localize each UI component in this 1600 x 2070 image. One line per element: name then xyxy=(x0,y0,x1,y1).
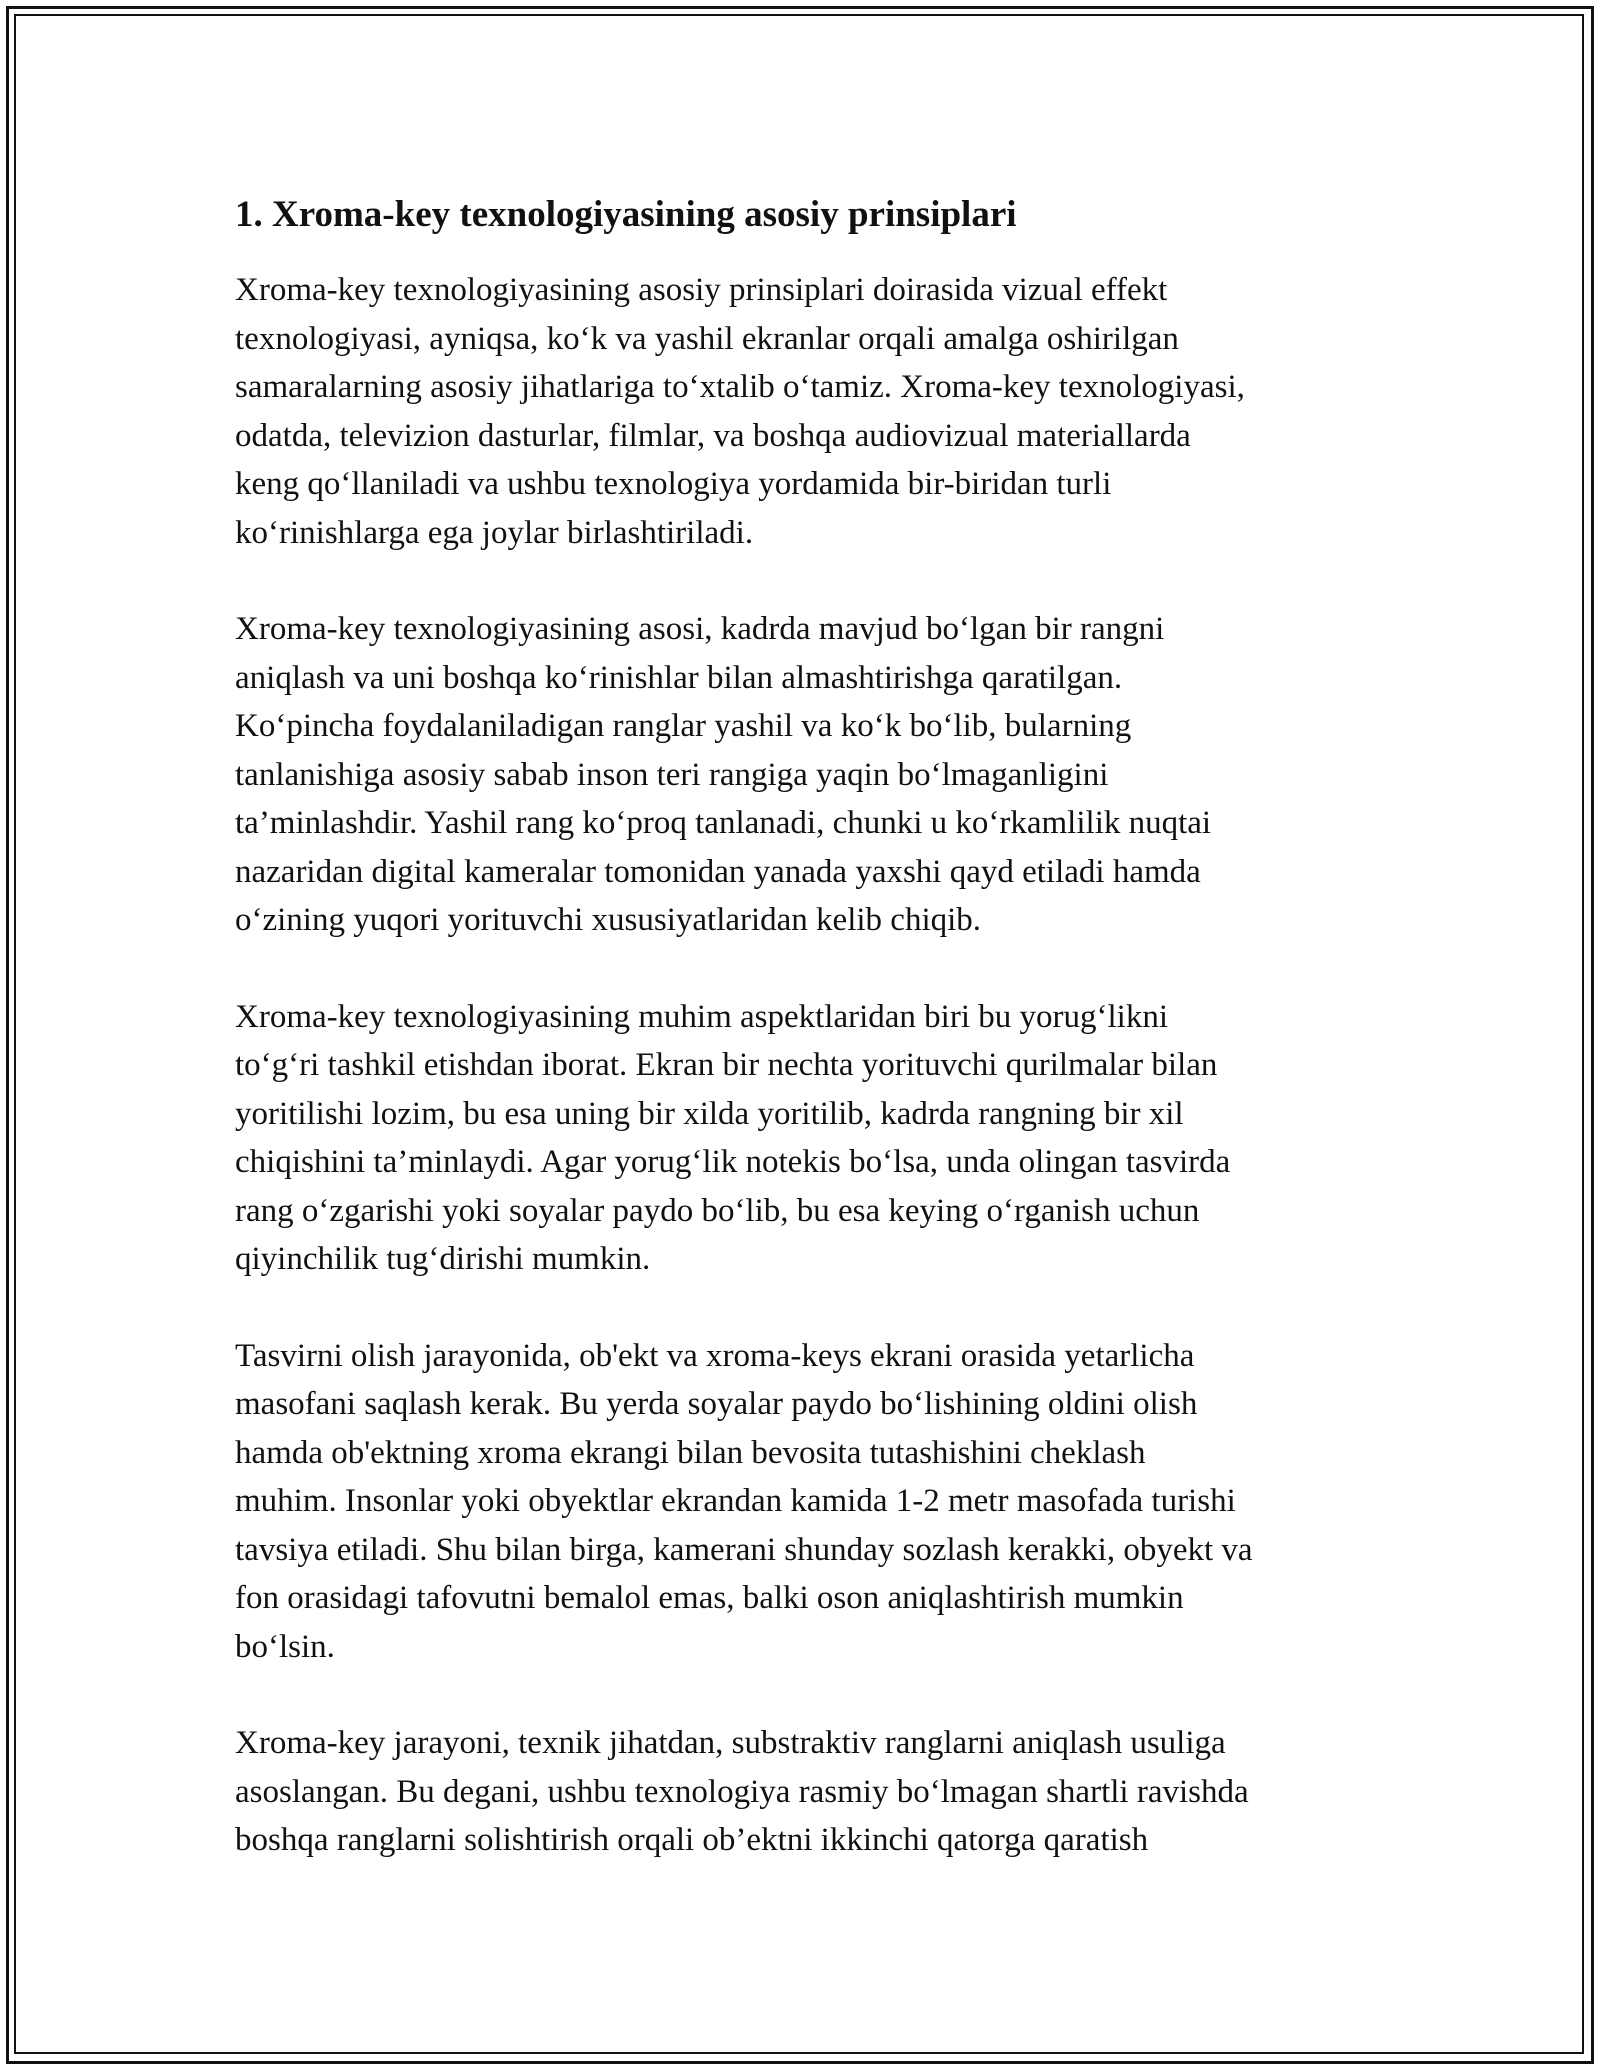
text-line: Xroma-key texnologiyasining asosi, kadrda mavjud bo‘lgan bir rangni xyxy=(235,611,1165,647)
text-line: o‘zining yuqori yorituvchi xususiyatlaridan kelib chiqib. xyxy=(235,902,982,938)
text-line: Tasvirni olish jarayonida, ob'ekt va xroma-keys ekrani orasida yetarlicha xyxy=(235,1337,1195,1374)
text-line: boshqa ranglarni solishtirish orqali ob’ektni ikkinchi qatorga qaratish xyxy=(235,1822,1149,1858)
text-line: tavsiya etiladi. Shu bilan birga, kamerani shunday sozlash kerakki, obyekt va xyxy=(235,1531,1253,1568)
paragraph xyxy=(235,266,1375,557)
text-line: qiyinchilik tug‘dirishi mumkin. xyxy=(235,1241,651,1277)
text-line: masofani saqlash kerak. Bu yerda soyalar paydo bo‘lishining oldini olish xyxy=(235,1386,1198,1422)
text-line: hamda ob'ektning xroma ekrangi bilan bevosita tutashishini cheklash xyxy=(235,1434,1146,1471)
text-line: samaralarning asosiy jihatlariga to‘xtalib o‘tamiz. Xroma-key texnologiyasi, xyxy=(235,369,1245,405)
text-line: to‘g‘ri tashkil etishdan iborat. Ekran bir nechta yorituvchi qurilmalar bilan xyxy=(235,1047,1218,1083)
text-line: muhim. Insonlar yoki obyektlar ekrandan kamida 1-2 metr masofada turishi xyxy=(235,1483,1236,1519)
paragraph xyxy=(235,1719,1375,1865)
paragraph xyxy=(235,993,1375,1284)
section-heading: 1. Xroma-key texnologiyasining asosiy prinsiplari xyxy=(235,194,1017,235)
text-line: Ko‘pincha foydalaniladigan ranglar yashil va ko‘k bo‘lib, bularning xyxy=(235,708,1132,744)
text-line: ta’minlashdir. Yashil rang ko‘proq tanlanadi, chunki u ko‘rkamlilik nuqtai xyxy=(235,805,1212,841)
text-line: bo‘lsin. xyxy=(235,1628,335,1665)
text-line: tanlanishiga asosiy sabab inson teri rangiga yaqin bo‘lmaganligini xyxy=(235,756,1109,793)
text-line: nazaridan digital kameralar tomonidan yanada yaxshi qayd etiladi hamda xyxy=(235,853,1201,890)
text-line: ko‘rinishlarga ega joylar birlashtiriladi. xyxy=(235,514,754,551)
text-line: chiqishini ta’minlaydi. Agar yorug‘lik notekis bo‘lsa, unda olingan tasvirda xyxy=(235,1144,1231,1180)
paragraph xyxy=(235,1332,1375,1672)
text-line: odatda, televizion dasturlar, filmlar, va boshqa audiovizual materiallarda xyxy=(235,417,1191,454)
text-line: asoslangan. Bu degani, ushbu texnologiya rasmiy bo‘lmagan shartli ravishda xyxy=(235,1773,1249,1810)
text-line: aniqlash va uni boshqa ko‘rinishlar bilan almashtirishga qaratilgan. xyxy=(235,659,1123,696)
text-line: keng qo‘llaniladi va ushbu texnologiya yordamida bir-biridan turli xyxy=(235,466,1112,502)
document-body xyxy=(235,188,1375,1913)
text-line: fon orasidagi tafovutni bemalol emas, balki oson aniqlashtirish mumkin xyxy=(235,1580,1184,1616)
text-line: yoritilishi lozim, bu esa uning bir xilda yoritilib, kadrda rangning bir xil xyxy=(235,1095,1184,1132)
paragraph xyxy=(235,605,1375,945)
text-line: Xroma-key texnologiyasining asosiy prinsiplari doirasida vizual effekt xyxy=(235,272,1168,308)
text-line: Xroma-key texnologiyasining muhim aspektlaridan biri bu yorug‘likni xyxy=(235,998,1168,1035)
text-line: rang o‘zgarishi yoki soyalar paydo bo‘lib, bu esa keying o‘rganish uchun xyxy=(235,1192,1200,1229)
text-line: texnologiyasi, ayniqsa, ko‘k va yashil ekranlar orqali amalga oshirilgan xyxy=(235,320,1179,357)
text-line: Xroma-key jarayoni, texnik jihatdan, substraktiv ranglarni aniqlash usuliga xyxy=(235,1725,1226,1761)
